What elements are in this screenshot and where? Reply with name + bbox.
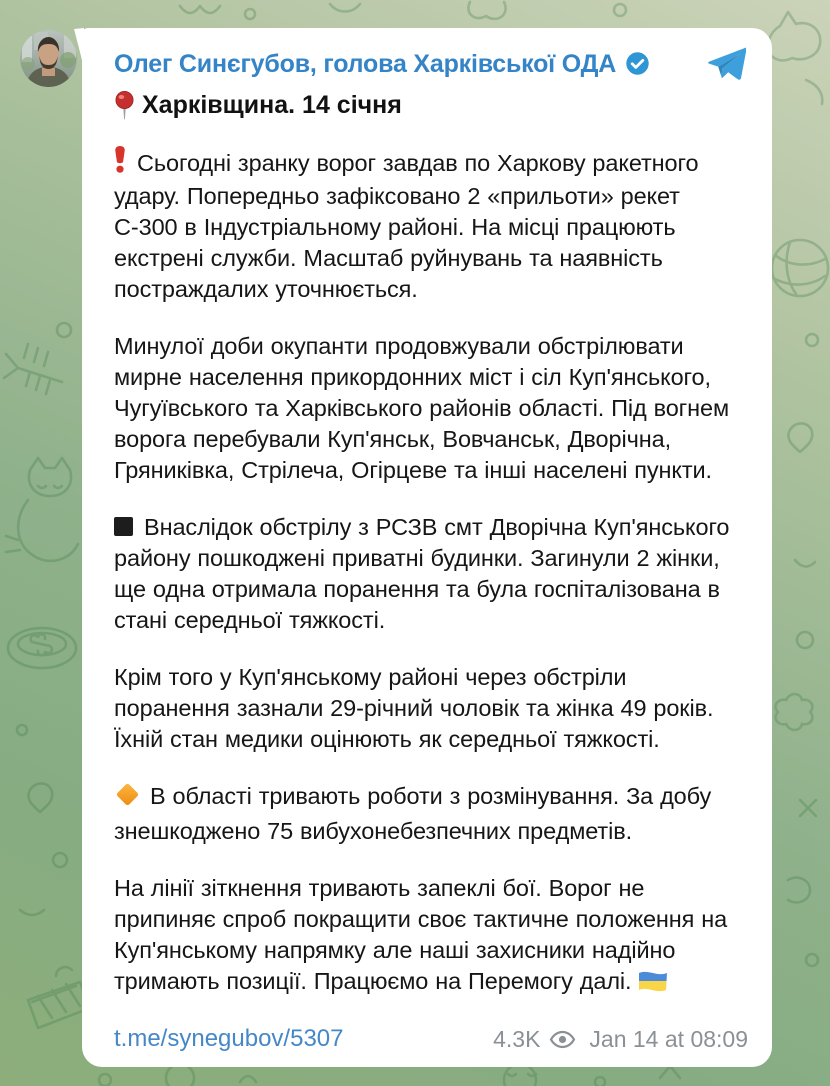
ukraine-flag-icon <box>637 970 668 1001</box>
paragraph-text: В області тривають роботи з розмінування. За добу знешкоджено 75 вибухонебезпечних предметів. <box>114 783 712 844</box>
bubble-tail <box>74 28 84 70</box>
avatar-photo <box>20 30 77 87</box>
post-meta <box>493 1026 748 1053</box>
paragraph-text: На лінії зіткнення тривають запеклі бої. Ворог не припиняє спроб покращити своє тактичне положення на Куп'янському напрямку але наші захисники надійно тримають позиції. Працюємо на Перемогу далі. <box>114 875 728 994</box>
paragraph-text: Внаслідок обстрілу з РСЗВ смт Дворічна Куп'янського району пошкоджені приватні будинки. Загинули 2 жінки, ще одна отримала поранення та була госпіталізована в стані середньої тяжкості. <box>114 514 730 633</box>
views-eye-icon <box>549 1030 576 1049</box>
views-count: 4.3K <box>493 1025 541 1052</box>
round-pushpin-icon <box>114 91 135 120</box>
orange-diamond-icon <box>114 781 141 816</box>
telegram-share-plane-icon[interactable] <box>708 47 746 80</box>
post-footer <box>114 1025 748 1053</box>
red-exclamation-icon <box>114 146 126 181</box>
black-square-icon <box>114 517 133 536</box>
paragraph-text: Минулої доби окупанти продовжували обстрілювати мирне населення прикордонних міст і сіл Куп'янського, Чугуївського та Харківського районів області. Під вогнем ворога перебували Куп'янськ, Вовчанськ, Дворічна, Гряниківка, Стрілеча, Огірцеве та інші населені пункти. <box>114 333 730 483</box>
message-paragraph <box>114 873 748 1001</box>
post-header <box>114 47 748 80</box>
message-paragraph <box>114 512 748 636</box>
timestamp: Jan 14 at 08:09 <box>589 1025 748 1052</box>
message-paragraph <box>114 146 748 305</box>
message-paragraph <box>114 331 748 486</box>
message-bubble <box>82 28 772 1067</box>
message-paragraph <box>114 781 748 847</box>
paragraph-text: Крім того у Куп'янському районі через обстріли поранення зазнали 29-річний чоловік та жінка 49 років. Їхній стан медики оцінюють як середньої тяжкості. <box>114 664 714 752</box>
post-link[interactable]: t.me/synegubov/5307 <box>114 1025 344 1052</box>
location-line <box>114 90 748 120</box>
message-paragraph <box>114 662 748 755</box>
channel-name[interactable]: Олег Синєгубов, голова Харківської ОДА <box>114 49 617 78</box>
verified-badge-icon <box>624 50 651 77</box>
location-text: Харківщина. 14 січня <box>142 91 402 119</box>
paragraph-text: Сьогодні зранку ворог завдав по Харкову ракетного удару. Попередньо зафіксовано 2 «прильоти» рекет С-300 в Індустріальному районі. На місці працюють екстрені служби. Масштаб руйнувань та наявність постраждалих уточнюється. <box>114 150 699 302</box>
channel-avatar[interactable] <box>20 30 77 87</box>
